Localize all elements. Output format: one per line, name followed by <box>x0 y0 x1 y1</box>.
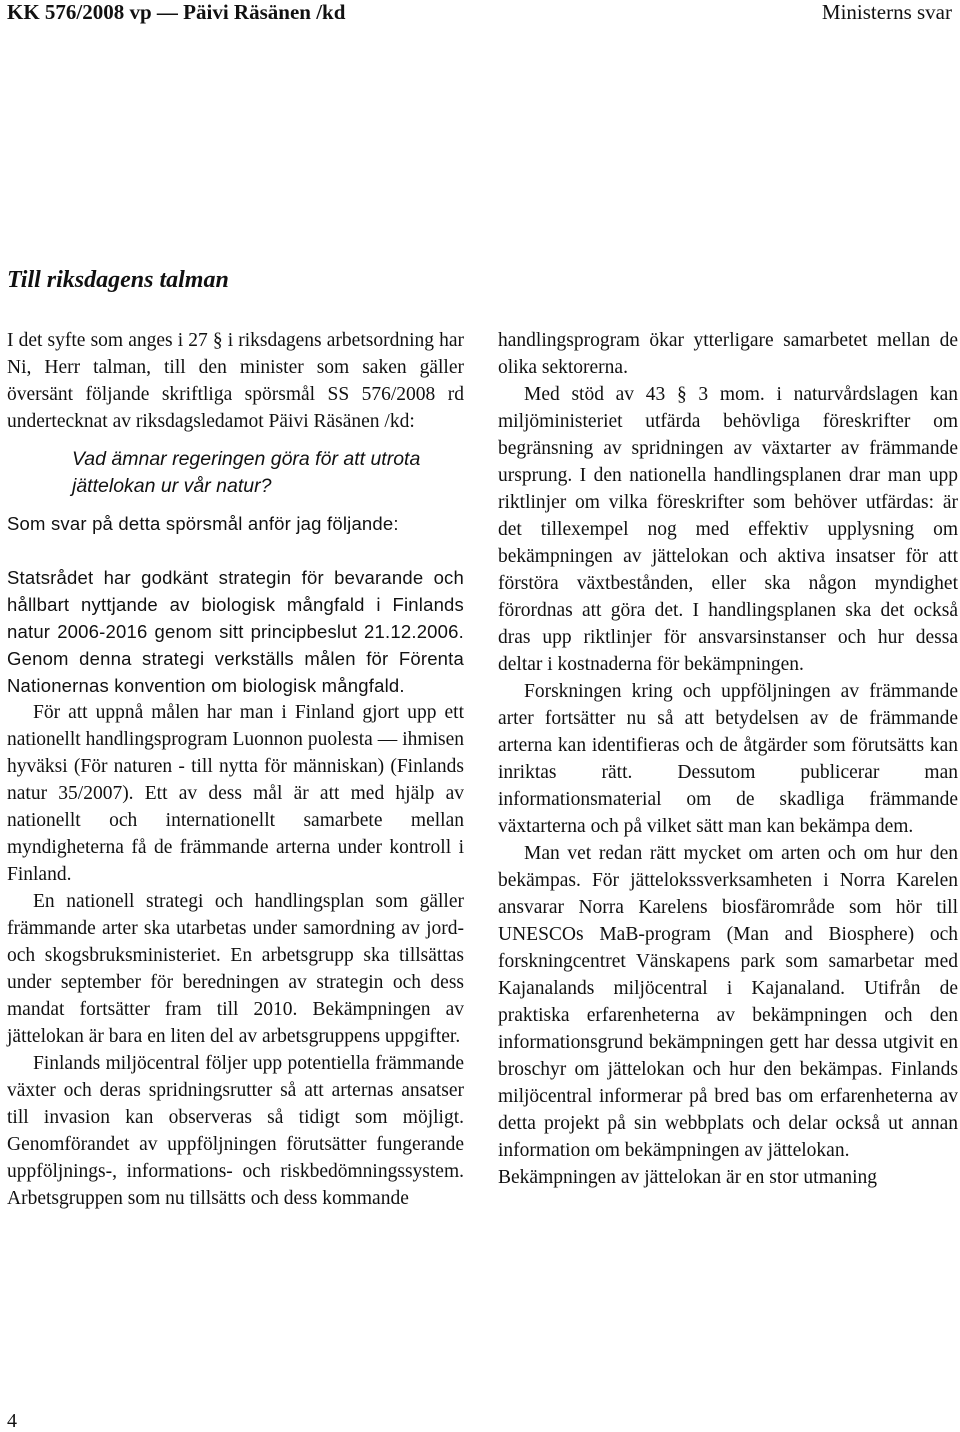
right-paragraph-3: Forskningen kring och uppföljningen av främmande arter fortsätter nu så att betydelsen av de främmande arterna kan identifieras och de åtgärder som förutsätts kan inriktas rätt. Dessutom publicerar man informationsmaterial om de skadliga främmande växtarterna och på vilket sätt man kan bekämpa dem. <box>498 681 958 837</box>
answer-paragraph-2: För att uppnå målen har man i Finland gjort upp ett nationellt handlingsprogram Luonnon puolesta — ihmisen hyväksi (För naturen - till nytta för människan) (Finlands natur 35/2007). Ett av dess mål är att med hjälp av nationellt och internationellt samarbete mellan myndigheterna få de främmande arterna under kontroll i Finland. <box>7 702 464 885</box>
running-header-right: Ministerns svar <box>821 0 952 24</box>
right-paragraph-2: Med stöd av 43 § 3 mom. i naturvårdslagen kan miljöministeriet utfärda behövliga föreskrifter om begränsning av spridningen av växtarter av främmande ursprung. I den nationella handlingsplanen drar man upp riktlinjer om vilka föreskrifter som behöver utfärdas: är det tillexempel nog med effektiv upplysning om bekämpningen av jättelokan och aktiva insatser för att förstöra växtbestånden, eller ska någon myndighet förordnas att göra det. I handlingsplanen ska det också dras upp riktlinjer för ansvarsinstanser och hur dessa deltar i kostnaderna för bekämpningen. <box>498 384 958 675</box>
right-column <box>498 327 958 1191</box>
question-text: Vad ämnar regeringen göra för att utrota jättelokan ur vår natur? <box>72 448 421 497</box>
right-paragraph-5: Bekämpningen av jättelokan är en stor utmaning <box>498 1167 878 1188</box>
document-title: Till riksdagens talman <box>7 267 229 293</box>
right-paragraph-1: handlingsprogram ökar ytterligare samarbetet mellan de olika sektorerna. <box>498 330 958 378</box>
running-header-left: KK 576/2008 vp — Päivi Räsänen /kd <box>7 0 346 24</box>
right-paragraph-4: Man vet redan rätt mycket om arten och om hur den bekämpas. För jättelokssverksamheten i Norra Karelen ansvarar Norra Karelens biosfärområde som hör till UNESCOs MaB-program (Man and Biosphere) och forskningcentret Vänskapens park som samarbetar med Kajanalands miljöcentral i Kajanaland. Utifrån de praktiska erfarenheterna av bekämpningen och den informationsgrund bekämpningen gett har dessa utgivit en broschyr om jättelokan och hur den bekämpas. Finlands miljöcentral informerar på bred bas om erfarenheterna av detta projekt på sin webbplats och delar också ut annan information om bekämpningen av jättelokan. <box>498 843 958 1161</box>
answer-intro: Som svar på detta spörsmål anför jag följande: <box>7 513 399 534</box>
answer-paragraph-1: Statsrådet har godkänt strategin för bevarande och hållbart nyttjande av biologisk mångfald i Finlands natur 2006-2016 genom sitt principbeslut 21.12.2006. Genom denna strategi verkställs målen för Förenta Nationernas konvention om biologisk mångfald. <box>7 567 464 696</box>
answer-paragraph-4: Finlands miljöcentral följer upp potentiella främmande växter och deras spridningsrutter så att arternas ansatser till invasion kan observeras så tidigt som möjligt. Genomförandet av uppföljningen förutsätter fungerande uppföljnings-, informations- och riskbedömningssystem. Arbetsgruppen som nu tillsätts och dess kommande <box>7 1053 464 1209</box>
left-column <box>7 327 464 1212</box>
answer-paragraph-3: En nationell strategi och handlingsplan som gäller främmande arter ska utarbetas under samordning av jord- och skogsbruksministeriet. En arbetsgrupp ska tillsättas under september för beredningen av strategin och dess mandat fortsätter fram till 2010. Bekämpningen av jättelokan är bara en liten del av arbetsgruppens uppgifter. <box>7 891 464 1047</box>
page-number: 4 <box>7 1410 17 1432</box>
intro-paragraph: I det syfte som anges i 27 § i riksdagens arbetsordning har Ni, Herr talman, till den minister som saken gäller översänt följande skriftliga spörsmål SS 576/2008 rd undertecknat av riksdagsledamot Päivi Räsänen /kd: <box>7 330 464 432</box>
